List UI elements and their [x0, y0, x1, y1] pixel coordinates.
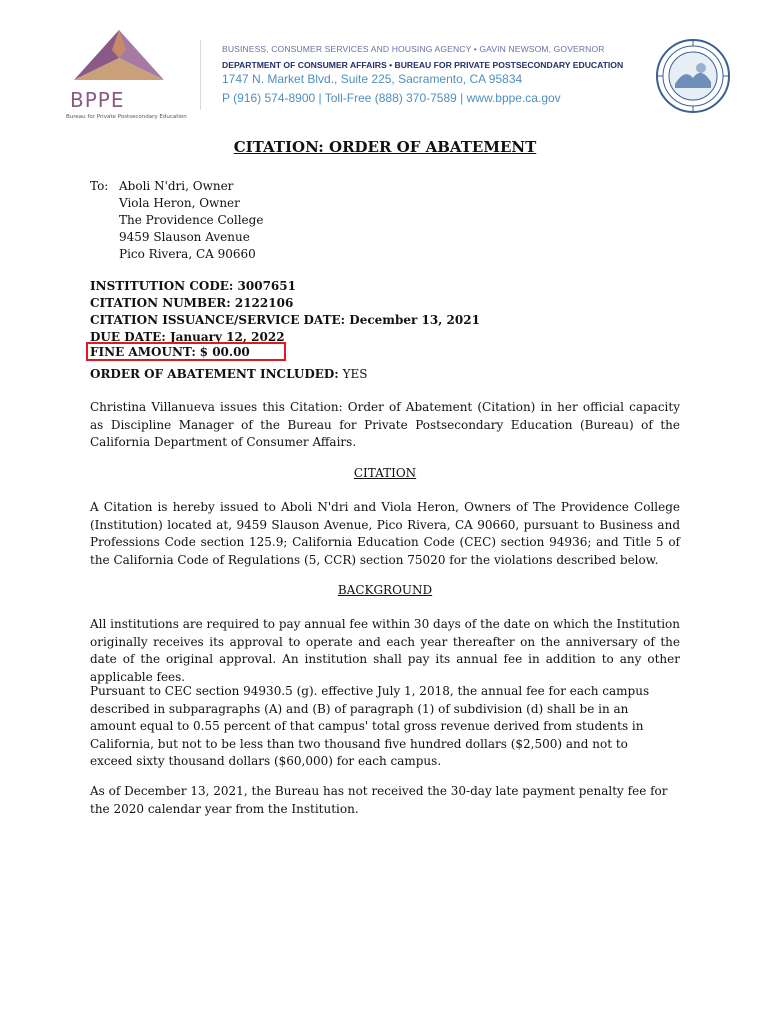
department-seal-icon — [655, 38, 731, 114]
institution-code-row — [90, 278, 296, 295]
institution-code-value: 3007651 — [237, 279, 296, 293]
address-line: 1747 N. Market Blvd., Suite 225, Sacramento, CA 95834 — [222, 72, 523, 86]
addressee-line: 9459 Slauson Avenue — [119, 230, 250, 244]
to-prefix: To: — [90, 179, 109, 193]
fine-amount-highlight — [86, 342, 286, 361]
background-paragraph: All institutions are required to pay annual fee within 30 days of the date on which the Institution originally receives its approval to operate and each year thereafter on the anniversary of the date of the original approval. An institution shall pay its annual fee in addition to any other applicable fees. — [90, 617, 680, 684]
header-divider — [200, 40, 201, 110]
bppe-logo-mark-icon — [64, 28, 174, 88]
document-title: CITATION: ORDER OF ABATEMENT — [233, 138, 537, 156]
background-paragraph: Pursuant to CEC section 94930.5 (g). effective July 1, 2018, the annual fee for each campus described in subparagraphs (A) and (B) of paragraph (1) of subdivision (d) shall be in an amount equal to 0.55 percent of that campus' total gross revenue derived from students in California, but not to be less than two thousand five hundred dollars ($2,500) and not to exceed sixty thousand dollars ($60,000) for each campus. — [90, 684, 650, 768]
agency-line: BUSINESS, CONSUMER SERVICES AND HOUSING AGENCY • GAVIN NEWSOM, GOVERNOR — [222, 44, 605, 54]
bppe-logo-subtitle: Bureau for Private Postsecondary Education — [66, 114, 187, 120]
addressee-line: Viola Heron, Owner — [119, 196, 240, 210]
addressee-line: The Providence College — [119, 213, 264, 227]
phone-line: P (916) 574-8900 | Toll-Free (888) 370-7589 | www.bppe.ca.gov — [222, 91, 561, 105]
issuance-date-row — [90, 312, 480, 329]
background-paragraph: As of December 13, 2021, the Bureau has not received the 30-day late payment penalty fee for the 2020 calendar year from the Institution. — [90, 784, 668, 816]
due-date-value: January 12, 2022 — [169, 330, 285, 344]
citation-heading: CITATION — [353, 466, 417, 480]
citation-number-value: 2122106 — [234, 296, 294, 310]
abatement-value: YES — [342, 367, 368, 381]
abatement-row — [90, 366, 367, 383]
due-date-label: DUE DATE: — [90, 330, 166, 344]
abatement-label: ORDER OF ABATEMENT INCLUDED: — [90, 367, 339, 381]
addressee-line: Pico Rivera, CA 90660 — [119, 247, 256, 261]
department-line: DEPARTMENT OF CONSUMER AFFAIRS • BUREAU FOR PRIVATE POSTSECONDARY EDUCATION — [222, 60, 624, 70]
intro-paragraph: Christina Villanueva issues this Citation: Order of Abatement (Citation) in her official capacity as Discipline Manager of the Bureau for Private Postsecondary Education (Bureau) of the California Department of Consumer Affairs. — [90, 400, 680, 449]
bppe-logo-text: BPPE — [70, 88, 125, 112]
institution-code-label: INSTITUTION CODE: — [90, 279, 234, 293]
fine-amount-value: $ 00.00 — [199, 345, 250, 359]
citation-number-label: CITATION NUMBER: — [90, 296, 231, 310]
addressee-line: Aboli N'dri, Owner — [119, 179, 234, 193]
issuance-date-value: December 13, 2021 — [349, 313, 480, 327]
citation-number-row — [90, 295, 293, 312]
citation-paragraph: A Citation is hereby issued to Aboli N'dri and Viola Heron, Owners of The Providence College (Institution) located at, 9459 Slauson Avenue, Pico Rivera, CA 90660, pursuant to Business and Professions Code section 125.9; California Education Code (CEC) section 94936; and Title 5 of the California Code of Regulations (5, CCR) section 75020 for the violations described below. — [90, 500, 680, 567]
issuance-date-label: CITATION ISSUANCE/SERVICE DATE: — [90, 313, 346, 327]
background-heading: BACKGROUND — [337, 583, 433, 597]
fine-amount-label: FINE AMOUNT: — [90, 345, 196, 359]
